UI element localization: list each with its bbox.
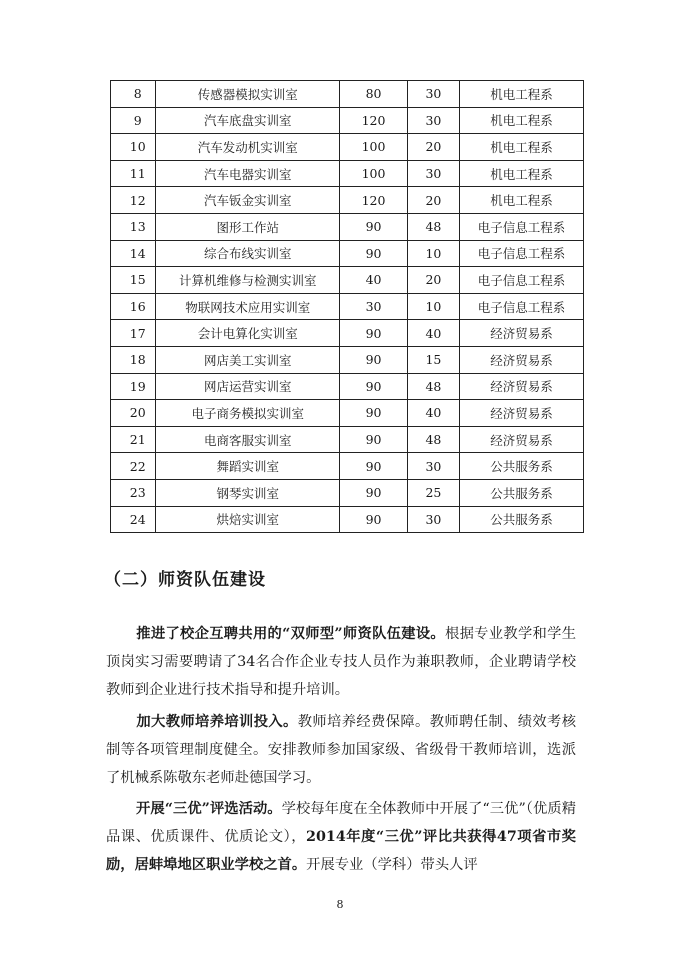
table-cell-dept: 公共服务系 — [459, 453, 583, 480]
table-row — [111, 426, 584, 453]
table-cell-name: 钢琴实训室 — [156, 479, 340, 506]
table-cell-name: 烘焙实训室 — [156, 506, 340, 533]
table-cell-name: 传感器模拟实训室 — [156, 81, 340, 108]
table-cell-dept: 机电工程系 — [459, 107, 583, 134]
table-row — [111, 213, 584, 240]
paragraph-three-excellence — [106, 795, 576, 879]
table-cell-dept: 机电工程系 — [459, 187, 583, 214]
table-cell-name: 会计电算化实训室 — [156, 320, 340, 347]
table-cell-dept: 机电工程系 — [459, 134, 583, 161]
table-row — [111, 453, 584, 480]
table-cell-a: 90 — [340, 240, 408, 267]
table-cell-name: 网店美工实训室 — [156, 346, 340, 373]
paragraph-body: 根据专业教学和学生顶岗实习需要聘请了34名合作企业专技人员作为兼职教师，企业聘请学校教师到企业进行技术指导和提升培训。 — [106, 626, 576, 698]
table-row — [111, 187, 584, 214]
table-cell-a: 90 — [340, 320, 408, 347]
table-cell-b: 15 — [407, 346, 459, 373]
paragraph-lead: 开展“三优”评选活动。 — [136, 801, 282, 817]
table-cell-dept: 机电工程系 — [459, 160, 583, 187]
table-cell-a: 90 — [340, 346, 408, 373]
table-cell-b: 20 — [407, 267, 459, 294]
table-cell-idx: 13 — [111, 213, 156, 240]
table-row — [111, 160, 584, 187]
table-cell-dept: 经济贸易系 — [459, 426, 583, 453]
table-cell-dept: 电子信息工程系 — [459, 293, 583, 320]
table-cell-name: 图形工作站 — [156, 213, 340, 240]
table-cell-a: 90 — [340, 453, 408, 480]
training-room-table — [110, 80, 584, 533]
table-cell-a: 90 — [340, 373, 408, 400]
table-cell-a: 40 — [340, 267, 408, 294]
table-row — [111, 373, 584, 400]
table-row — [111, 293, 584, 320]
table-cell-a: 120 — [340, 187, 408, 214]
table-cell-b: 48 — [407, 426, 459, 453]
table-cell-a: 80 — [340, 81, 408, 108]
table-cell-idx: 14 — [111, 240, 156, 267]
paragraph-dual-teacher — [106, 620, 576, 704]
table-cell-dept: 电子信息工程系 — [459, 213, 583, 240]
table-cell-a: 90 — [340, 506, 408, 533]
table-cell-dept: 经济贸易系 — [459, 346, 583, 373]
table-row — [111, 320, 584, 347]
table-cell-b: 40 — [407, 400, 459, 427]
table-cell-b: 30 — [407, 107, 459, 134]
table-cell-a: 90 — [340, 213, 408, 240]
table-cell-b: 25 — [407, 479, 459, 506]
paragraph-training-investment — [106, 708, 576, 792]
table-cell-b: 40 — [407, 320, 459, 347]
table-cell-name: 计算机维修与检测实训室 — [156, 267, 340, 294]
table-cell-idx: 20 — [111, 400, 156, 427]
table-cell-name: 汽车电器实训室 — [156, 160, 340, 187]
table-cell-name: 汽车底盘实训室 — [156, 107, 340, 134]
table-row — [111, 134, 584, 161]
table-cell-b: 20 — [407, 134, 459, 161]
table-body — [111, 81, 584, 533]
table-cell-idx: 22 — [111, 453, 156, 480]
paragraph-body: 学校每年度在全体教师中开展了“三优”（优质精品课、优质课件、优质论文）， — [106, 801, 576, 845]
table-cell-dept: 经济贸易系 — [459, 373, 583, 400]
table-cell-name: 电商客服实训室 — [156, 426, 340, 453]
table-cell-idx: 23 — [111, 479, 156, 506]
table-cell-idx: 9 — [111, 107, 156, 134]
table-cell-a: 90 — [340, 479, 408, 506]
table-cell-dept: 公共服务系 — [459, 479, 583, 506]
table-cell-a: 90 — [340, 426, 408, 453]
paragraph-lead: 推进了校企互聘共用的“双师型”师资队伍建设。 — [136, 626, 446, 642]
paragraph-lead: 加大教师培养培训投入。 — [136, 714, 298, 730]
table-cell-b: 48 — [407, 213, 459, 240]
table-cell-name: 物联网技术应用实训室 — [156, 293, 340, 320]
table-row — [111, 267, 584, 294]
page-number: 8 — [336, 898, 344, 911]
table-cell-idx: 21 — [111, 426, 156, 453]
table-cell-b: 10 — [407, 293, 459, 320]
table-cell-a: 30 — [340, 293, 408, 320]
table-cell-idx: 19 — [111, 373, 156, 400]
table-cell-name: 电子商务模拟实训室 — [156, 400, 340, 427]
table-cell-b: 10 — [407, 240, 459, 267]
paragraph-body: 教师培养经费保障。教师聘任制、绩效考核制等各项管理制度健全。安排教师参加国家级、省级骨干教师培训，选派了机械系陈敬东老师赴德国学习。 — [106, 714, 576, 786]
table-row — [111, 240, 584, 267]
table-row — [111, 346, 584, 373]
section-title: （二）师资队伍建设 — [104, 570, 266, 590]
table-cell-b: 30 — [407, 160, 459, 187]
table-cell-idx: 15 — [111, 267, 156, 294]
table-cell-idx: 24 — [111, 506, 156, 533]
table-cell-a: 100 — [340, 134, 408, 161]
table-cell-b: 48 — [407, 373, 459, 400]
table-cell-dept: 电子信息工程系 — [459, 240, 583, 267]
table-cell-b: 30 — [407, 453, 459, 480]
table-cell-idx: 16 — [111, 293, 156, 320]
paragraph-body: 开展专业（学科）带头人评 — [306, 857, 478, 873]
table-cell-idx: 11 — [111, 160, 156, 187]
table-row — [111, 400, 584, 427]
table-row — [111, 81, 584, 108]
table-row — [111, 107, 584, 134]
table-cell-dept: 经济贸易系 — [459, 320, 583, 347]
table-cell-b: 30 — [407, 81, 459, 108]
table-cell-dept: 公共服务系 — [459, 506, 583, 533]
table-cell-name: 汽车钣金实训室 — [156, 187, 340, 214]
table-cell-idx: 18 — [111, 346, 156, 373]
table-cell-b: 20 — [407, 187, 459, 214]
table-cell-name: 汽车发动机实训室 — [156, 134, 340, 161]
table-cell-idx: 10 — [111, 134, 156, 161]
table-cell-name: 网店运营实训室 — [156, 373, 340, 400]
paragraph-highlight: 2014年度“三优”评比共获得47项省市奖励，居蚌埠地区职业学校之首。 — [106, 829, 576, 873]
table-cell-dept: 经济贸易系 — [459, 400, 583, 427]
table-cell-dept: 电子信息工程系 — [459, 267, 583, 294]
table-row — [111, 479, 584, 506]
table-cell-b: 30 — [407, 506, 459, 533]
table-cell-idx: 17 — [111, 320, 156, 347]
table-cell-a: 90 — [340, 400, 408, 427]
table-cell-name: 综合布线实训室 — [156, 240, 340, 267]
table-cell-idx: 12 — [111, 187, 156, 214]
table-cell-a: 120 — [340, 107, 408, 134]
table-cell-dept: 机电工程系 — [459, 81, 583, 108]
table-row — [111, 506, 584, 533]
table-cell-name: 舞蹈实训室 — [156, 453, 340, 480]
table-cell-a: 100 — [340, 160, 408, 187]
table-cell-idx: 8 — [111, 81, 156, 108]
